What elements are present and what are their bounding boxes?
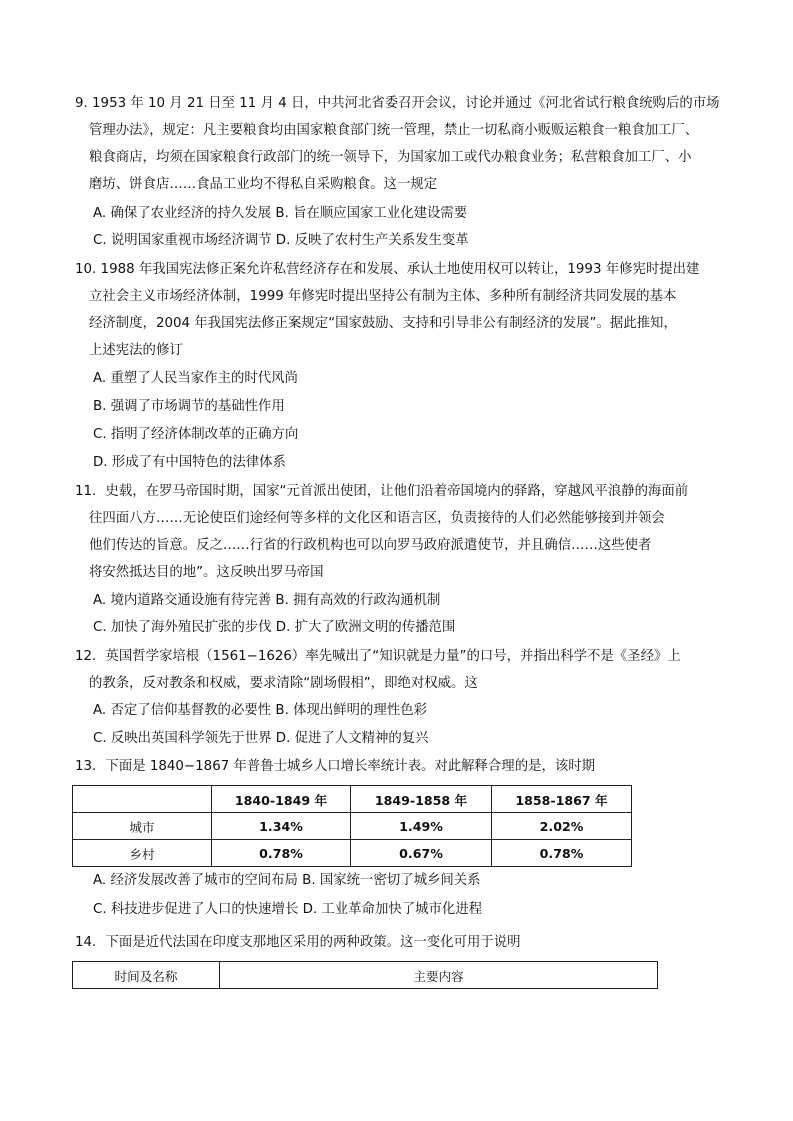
question-12-line: 的教条，反对教条和权威，要求清除“剧场假相”，即绝对权威。这 <box>89 676 478 691</box>
table-cell: 0.78% <box>212 840 351 867</box>
question-10-option-b: B. 强调了市场调节的基础性作用 <box>93 399 285 414</box>
question-10-line: 10. 1988 年我国宪法修正案允许私营经济存在和发展、承认土地使用权可以转让，1993 年修宪时提出建 <box>75 262 700 277</box>
question-10-option-c: C. 指明了经济体制改革的正确方向 <box>93 427 299 442</box>
table-header-cell <box>73 786 212 813</box>
question-12-line: 12．英国哲学家培根（1561−1626）率先喊出了“知识就是力量”的口号，并指出科学不是《圣经》上 <box>75 649 681 664</box>
question-12-option-ab: A. 否定了信仰基督教的必要性 B. 体现出鲜明的理性色彩 <box>93 703 427 718</box>
table-header-row <box>73 786 632 813</box>
question-11-option-ab: A. 境内道路交通设施有待完善 B. 拥有高效的行政沟通机制 <box>93 593 441 608</box>
question-10-line: 立社会主义市场经济体制，1999 年修宪时提出坚持公有制为主体、多种所有制经济共同发展的基本 <box>89 289 677 304</box>
question-10-line: 经济制度，2004 年我国宪法修正案规定“国家鼓励、支持和引导非公有制经济的发展”。据此推知， <box>89 316 677 331</box>
table-cell: 0.67% <box>351 840 492 867</box>
question-9-line: 磨坊、饼食店……食品工业均不得私自采购粮食。这一规定 <box>89 177 438 192</box>
question-10-option-a: A. 重塑了人民当家作主的时代风尚 <box>93 371 298 386</box>
question-13-option-ab: A. 经济发展改善了城市的空间布局 B. 国家统一密切了城乡间关系 <box>93 873 481 888</box>
question-11 <box>75 478 725 586</box>
table-cell: 乡村 <box>73 840 212 867</box>
question-13-stem: 13．下面是 1840−1867 年普鲁士城乡人口增长率统计表。对此解释合理的是，该时期 <box>75 759 596 774</box>
table-header-cell: 时间及名称 <box>73 962 220 989</box>
population-growth-table <box>72 785 632 867</box>
question-11-option-cd: C. 加快了海外殖民扩张的步伐 D. 扩大了欧洲文明的传播范围 <box>93 620 456 635</box>
question-11-line: 往四面八方……无论使臣们途经何等多样的文化区和语言区，负责接待的人们必然能够接到并领会 <box>89 511 665 526</box>
question-13 <box>75 753 725 780</box>
question-9-option-ab: A. 确保了农业经济的持久发展 B. 旨在顺应国家工业化建设需要 <box>93 206 468 221</box>
table-header-cell: 1858-1867 年 <box>492 786 632 813</box>
table-header-cell: 1849-1858 年 <box>351 786 492 813</box>
table-cell: 1.34% <box>212 813 351 840</box>
table-row <box>73 840 632 867</box>
table-cell: 城市 <box>73 813 212 840</box>
question-14-stem: 14．下面是近代法国在印度支那地区采用的两种政策。这一变化可用于说明 <box>75 935 521 950</box>
table-header-cell: 主要内容 <box>220 962 658 989</box>
table-header-cell: 1840-1849 年 <box>212 786 351 813</box>
question-13-option-cd: C. 科技进步促进了人口的快速增长 D. 工业革命加快了城市化进程 <box>93 902 483 917</box>
question-10-option-d: D. 形成了有中国特色的法律体系 <box>93 455 286 470</box>
question-9 <box>75 90 725 198</box>
question-9-line: 管理办法》，规定：凡主要粮食均由国家粮食部门统一管理，禁止一切私商小贩贩运粮食一粮食加工厂、 <box>89 123 699 138</box>
question-11-line: 11．史载，在罗马帝国时期，国家“元首派出使团，让他们沿着帝国境内的驿路，穿越风平浪静的海面前 <box>75 484 689 499</box>
question-12-option-cd: C. 反映出英国科学领先于世界 D. 促进了人文精神的复兴 <box>93 731 429 746</box>
table-cell: 2.02% <box>492 813 632 840</box>
question-10 <box>75 256 725 364</box>
question-9-option-cd: C. 说明国家重视市场经济调节 D. 反映了农村生产关系发生变革 <box>93 233 469 248</box>
table-cell: 1.49% <box>351 813 492 840</box>
question-11-line: 他们传达的旨意。反之……行省的行政机构也可以向罗马政府派遣使节，并且确信……这些使者 <box>89 538 652 553</box>
table-header-row <box>73 962 658 989</box>
question-10-line: 上述宪法的修订 <box>89 343 183 358</box>
question-12 <box>75 643 725 697</box>
question-9-line: 粮食商店，均须在国家粮食行政部门的统一领导下，为国家加工或代办粮食业务；私营粮食加工厂、小 <box>89 150 692 165</box>
question-14 <box>75 929 725 956</box>
table-row <box>73 813 632 840</box>
question-9-line: 9. 1953 年 10 月 21 日至 11 月 4 日，中共河北省委召开会议，讨论并通过《河北省试行粮食统购后的市场 <box>75 96 720 111</box>
table-cell: 0.78% <box>492 840 632 867</box>
question-11-line: 将安然抵达目的地”。这反映出罗马帝国 <box>89 565 324 580</box>
policy-table <box>72 961 658 989</box>
